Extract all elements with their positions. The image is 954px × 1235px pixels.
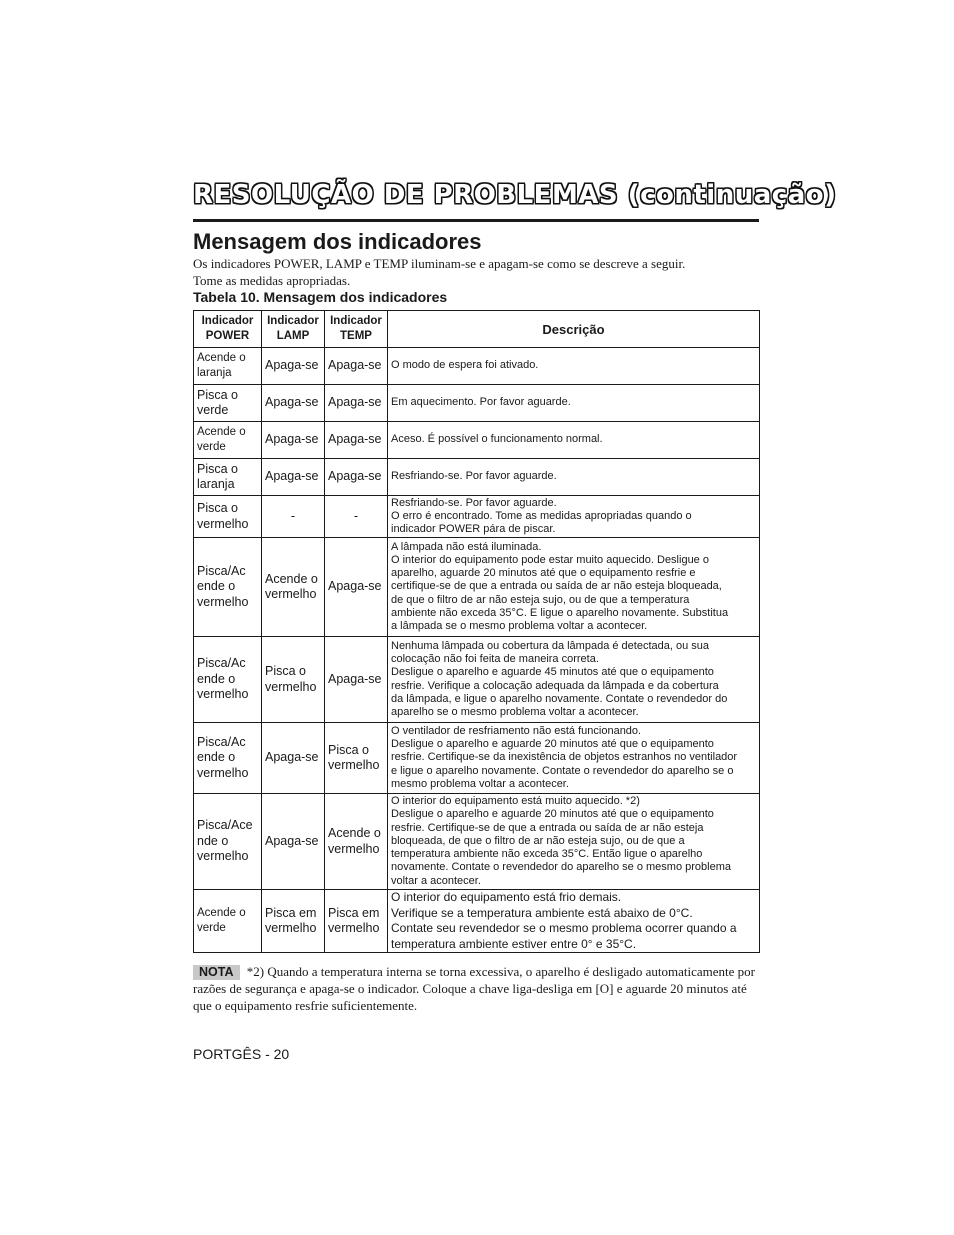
cell-line: vermelho <box>328 921 380 935</box>
table-row <box>194 723 760 794</box>
cell-line: Apaga-se <box>265 750 319 765</box>
cell-line: vermelho <box>265 921 317 935</box>
table-row <box>194 348 760 385</box>
cell-line: vermelho <box>265 679 317 694</box>
header-line: LAMP <box>276 330 310 342</box>
cell-line: Acende o <box>265 571 318 586</box>
description-cell <box>388 890 760 953</box>
lamp-cell <box>262 422 325 459</box>
temp-cell <box>325 385 388 422</box>
cell-line: - <box>353 508 359 523</box>
header-line: Indicador <box>201 315 254 327</box>
intro-line: Tome as medidas apropriadas. <box>193 273 351 288</box>
table-header-row <box>194 311 760 348</box>
header-line: POWER <box>205 330 250 342</box>
cell-line: verde <box>197 441 226 453</box>
power-cell <box>194 890 262 953</box>
header-description: Descrição <box>388 311 760 348</box>
desc-line: indicador POWER pára de piscar. <box>391 523 556 536</box>
temp-cell <box>325 794 388 890</box>
cell-line: Acende o <box>197 425 246 438</box>
power-cell <box>194 422 262 459</box>
indicator-table <box>193 310 760 953</box>
cell-line: laranja <box>197 477 235 491</box>
cell-line: Pisca/Ace <box>197 818 253 833</box>
cell-line: Apaga-se <box>265 358 319 373</box>
lamp-cell <box>262 496 325 538</box>
cell-line: Pisca o <box>197 501 238 515</box>
header-line: TEMP <box>340 330 372 342</box>
lamp-cell <box>262 459 325 496</box>
cell-line: Pisca/Ac <box>197 656 246 671</box>
power-cell <box>194 723 262 794</box>
cell-line: Pisca em <box>265 905 317 920</box>
desc-line: Contate seu revendedor se o mesmo problema ocorrer quando a <box>391 921 737 935</box>
desc-line: temperatura ambiente estiver entre 0° e 35°C. <box>391 936 637 951</box>
cell-line: Apaga-se <box>265 833 319 848</box>
lamp-cell <box>262 385 325 422</box>
cell-line: Pisca o <box>328 742 369 757</box>
table-row <box>194 637 760 723</box>
cell-line: vermelho <box>197 594 249 609</box>
description-cell <box>388 422 760 459</box>
table-row <box>194 459 760 496</box>
description-cell <box>388 538 760 637</box>
cell-line: Apaga-se <box>328 671 382 686</box>
power-cell <box>194 348 262 385</box>
cell-line: ende o <box>197 579 236 594</box>
desc-line: Desligue o aparelho e aguarde 45 minutos até que o equipamento <box>391 666 714 679</box>
temp-cell <box>325 723 388 794</box>
desc-line: a lâmpada se o mesmo problema voltar a acontecer. <box>391 620 648 632</box>
desc-line: Em aquecimento. Por favor aguarde. <box>391 396 571 409</box>
page-footer: PORTGÊS - 20 <box>193 1046 290 1062</box>
desc-line: temperatura ambiente não exceda 35°C. Então ligue o aparelho <box>391 848 703 861</box>
lamp-cell <box>262 723 325 794</box>
cell-line: vermelho <box>197 516 249 531</box>
temp-cell <box>325 348 388 385</box>
desc-line: Resfriando-se. Por favor aguarde. <box>391 470 557 483</box>
desc-line: O ventilador de resfriamento não está funcionando. <box>391 724 642 737</box>
description-cell <box>388 459 760 496</box>
desc-line: resfrie. Verifique a colocação adequada da lâmpada e da cobertura <box>391 679 719 692</box>
table-row <box>194 385 760 422</box>
desc-line: novamente. Contate o revendedor do aparelho se o mesmo problema <box>391 861 731 874</box>
description-cell <box>388 794 760 890</box>
header-temp <box>325 311 388 348</box>
temp-cell <box>325 890 388 953</box>
desc-line: bloqueada, de que o filtro de ar não esteja sujo, ou de que a <box>391 834 685 847</box>
table-row <box>194 422 760 459</box>
cell-line: Apaga-se <box>265 432 319 447</box>
intro-paragraph <box>193 255 759 289</box>
cell-line: Apaga-se <box>265 395 319 410</box>
lamp-cell <box>262 538 325 637</box>
lamp-cell <box>262 794 325 890</box>
cell-line: nde o <box>197 833 229 848</box>
header-line: Indicador <box>330 315 382 327</box>
cell-line: vermelho <box>197 687 249 702</box>
power-cell <box>194 385 262 422</box>
note-badge: NOTA <box>193 965 240 980</box>
desc-line: O interior do equipamento pode estar muito aquecido. Desligue o <box>391 553 709 566</box>
desc-line: aparelho, aguarde 20 minutos até que o equipamento resfrie e <box>391 567 696 580</box>
desc-line: O interior do equipamento está frio demais. <box>391 890 622 904</box>
cell-line: Pisca/Ac <box>197 563 246 578</box>
table-row <box>194 496 760 538</box>
intro-line: Os indicadores POWER, LAMP e TEMP iluminam-se e apagam-se como se descreve a seguir. <box>193 256 686 271</box>
lamp-cell <box>262 637 325 723</box>
desc-line: Nenhuma lâmpada ou cobertura da lâmpada é detectada, ou sua <box>391 639 709 652</box>
cell-line: Apaga-se <box>328 358 382 373</box>
table-row <box>194 794 760 890</box>
description-cell <box>388 348 760 385</box>
cell-line: vermelho <box>328 758 380 772</box>
temp-cell <box>325 422 388 459</box>
desc-line: Desligue o aparelho e aguarde 20 minutos até que o equipamento <box>391 808 714 821</box>
cell-line: vermelho <box>197 765 249 780</box>
desc-line: resfrie. Certifique-se de que a entrada ou saída de ar não esteja <box>391 821 704 834</box>
header-lamp <box>262 311 325 348</box>
desc-line: colocação não foi feita de maneira correta. <box>391 653 599 666</box>
desc-line: O interior do equipamento está muito aquecido. *2) <box>391 795 640 808</box>
power-cell <box>194 459 262 496</box>
header-power <box>194 311 262 348</box>
note-paragraph <box>193 963 759 1014</box>
desc-line: Aceso. É possível o funcionamento normal. <box>391 433 603 446</box>
note-text: *2) Quando a temperatura interna se torna excessiva, o aparelho é desligado automaticamente por razões de segurança e apaga-se o indicador. Coloque a chave liga-desliga em [O] e aguarde 20 minutos até que o equipamento resfrie suficientemente. <box>193 964 755 1013</box>
cell-line: vermelho <box>265 587 317 601</box>
description-cell <box>388 723 760 794</box>
title-rule <box>193 219 759 222</box>
desc-line: e ligue o aparelho novamente. Contate o revendedor do aparelho se o <box>391 764 734 777</box>
desc-line: mesmo problema voltar a acontecer. <box>391 777 569 790</box>
desc-line: voltar a acontecer. <box>391 874 481 887</box>
temp-cell <box>325 496 388 538</box>
power-cell <box>194 538 262 637</box>
desc-line: resfrie. Certifique-se da inexistência de objetos estranhos no ventilador <box>391 751 738 764</box>
cell-line: ende o <box>197 671 236 686</box>
table-caption: Tabela 10. Mensagem dos indicadores <box>193 289 448 305</box>
page-title: RESOLUÇÃO DE PROBLEMAS (continuação) <box>193 180 837 210</box>
cell-line: Apaga-se <box>265 469 319 484</box>
desc-line: certifique-se de que a entrada ou saída de ar não esteja bloqueada, <box>391 580 722 593</box>
desc-line: Resfriando-se. Por favor aguarde. <box>391 496 557 509</box>
cell-line: Pisca em <box>328 905 380 920</box>
section-heading: Mensagem dos indicadores <box>193 229 482 254</box>
desc-line: de que o filtro de ar não esteja sujo, ou de que a temperatura <box>391 593 690 606</box>
cell-line: Apaga-se <box>328 579 382 594</box>
description-cell <box>388 496 760 538</box>
cell-line: Pisca o <box>197 387 238 402</box>
temp-cell <box>325 637 388 723</box>
cell-line: Apaga-se <box>328 395 382 410</box>
cell-line: Acende o <box>197 906 246 919</box>
cell-line: laranja <box>197 367 232 379</box>
cell-line: Pisca/Ac <box>197 734 246 749</box>
cell-line: Acende o <box>197 351 246 364</box>
desc-line: A lâmpada não está iluminada. <box>391 540 542 553</box>
desc-line: O erro é encontrado. Tome as medidas apropriadas quando o <box>391 509 692 522</box>
desc-line: Verifique se a temperatura ambiente está abaixo de 0°C. <box>391 905 693 920</box>
description-cell <box>388 637 760 723</box>
header-line: Indicador <box>267 315 319 327</box>
cell-line: Pisca o <box>265 664 306 678</box>
temp-cell <box>325 538 388 637</box>
lamp-cell <box>262 348 325 385</box>
description-cell <box>388 385 760 422</box>
table-row <box>194 890 760 953</box>
desc-line: Desligue o aparelho e aguarde 20 minutos até que o equipamento <box>391 738 714 751</box>
power-cell <box>194 637 262 723</box>
desc-line: O modo de espera foi ativado. <box>391 359 539 372</box>
cell-line: Apaga-se <box>328 469 382 484</box>
desc-line: da lâmpada, e ligue o aparelho novamente. Contate o revendedor do <box>391 692 728 705</box>
cell-line: Pisca o <box>197 461 238 476</box>
table-row <box>194 538 760 637</box>
cell-line: Acende o <box>328 826 381 840</box>
cell-line: vermelho <box>197 849 249 864</box>
cell-line: - <box>290 508 296 523</box>
desc-line: ambiente não exceda 35°C. E ligue o aparelho novamente. Substitua <box>391 606 729 619</box>
desc-line: aparelho se o mesmo problema voltar a acontecer. <box>391 705 639 718</box>
power-cell <box>194 794 262 890</box>
cell-line: ende o <box>197 750 236 765</box>
power-cell <box>194 496 262 538</box>
cell-line: vermelho <box>328 841 380 856</box>
cell-line: Apaga-se <box>328 432 382 447</box>
lamp-cell <box>262 890 325 953</box>
cell-line: verde <box>197 403 229 417</box>
temp-cell <box>325 459 388 496</box>
cell-line: verde <box>197 922 226 934</box>
